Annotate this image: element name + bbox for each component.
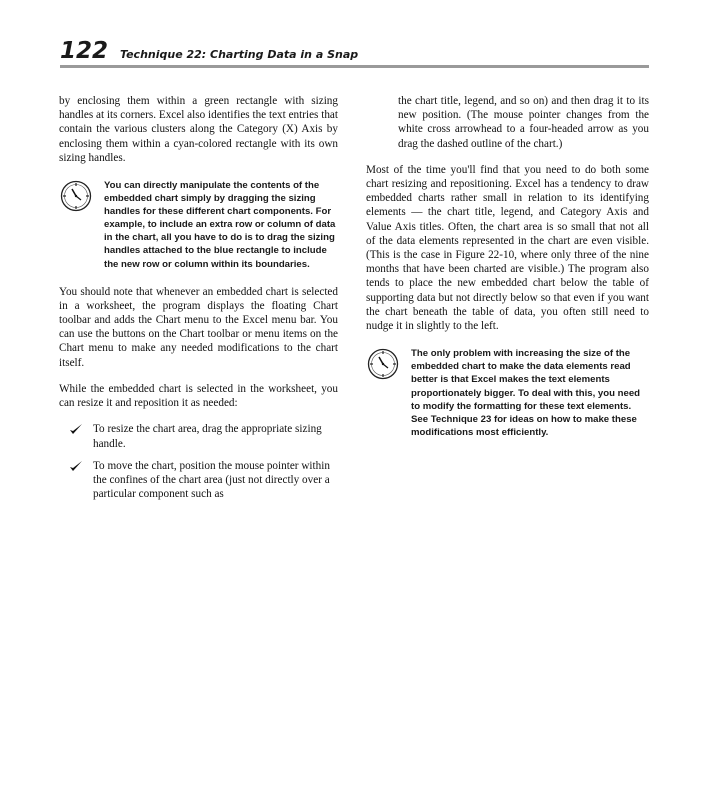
- clock-tip-icon: [60, 180, 92, 212]
- clock-tip-icon: [367, 348, 399, 380]
- bullet-text: To resize the chart area, drag the appropriate sizing handle.: [93, 423, 322, 450]
- bullet-item-move: [59, 459, 338, 502]
- left-column: [59, 94, 338, 509]
- header-rule: [60, 65, 649, 68]
- tip-text-1: You can directly manipulate the contents of the embedded chart simply by dragging the sizing handles for these different chart components. For example, to include an extra row or column of data in the chart, all you have to do is to drag the sizing handles attached to the blue rectangle to include the new row or column within its boundaries.: [104, 180, 336, 270]
- tip-box-2: [366, 347, 649, 439]
- bullet-list: [59, 422, 338, 501]
- tip-text-2: The only problem with increasing the size of the embedded chart to make the data elements read better is that Excel makes the text elements proportionately bigger. To deal with this, you need to modify the formatting for these text elements. See Technique 23 for ideas on how to make these modifications most efficiently.: [411, 348, 641, 438]
- bullet-item-resize: [59, 422, 338, 450]
- checkmark-bullet-icon: [69, 422, 83, 436]
- page-header: [60, 38, 648, 68]
- right-paragraph-1: Most of the time you'll find that you need to do both some chart resizing and repositioning. Excel has a tendency to draw embedded charts rather small in relation to its identifying elements — the chart title, legend, and Category Axis and Value Axis titles. Often, the chart area is so small that not all of the data elements represented in the chart are even visible. (This is the case in Figure 22-10, where only three of the nine months that have been charted are visible.) The program also tends to place the new embedded chart below the table of supporting data but not directly below so that even if you want the chart beneath the table of data, you often still need to nudge it in slightly to the left.: [366, 163, 649, 333]
- bullet-text: To move the chart, position the mouse pointer within the confines of the chart area (just not directly over a particular component such as: [93, 459, 330, 501]
- tip-box-1: [59, 179, 338, 271]
- checkmark-bullet-icon: [69, 459, 83, 473]
- left-paragraph-2: You should note that whenever an embedded chart is selected in a worksheet, the program displays the floating Chart toolbar and adds the Chart menu to the Excel menu bar. You can use the buttons on the Chart toolbar or menu items on the Chart menu to make any needed modifications to the chart itself.: [59, 285, 338, 369]
- right-column: [366, 94, 649, 439]
- page-number: 122: [60, 38, 109, 64]
- left-paragraph-3: While the embedded chart is selected in the worksheet, you can resize it and reposition it as needed:: [59, 382, 338, 410]
- left-paragraph-1: by enclosing them within a green rectangle with sizing handles at its corners. Excel also identifies the text entries that contain the various clusters along the Category (X) Axis by enclosing them within a cyan-colored rectangle with its own sizing handles.: [59, 95, 338, 164]
- right-bullet-continuation: the chart title, legend, and so on) and then drag it to its new position. (The mouse pointer changes from the white cross arrowhead to a four-headed arrow as you drag the dashed outline of the chart.): [398, 95, 649, 150]
- running-title: Technique 22: Charting Data in a Snap: [120, 48, 359, 61]
